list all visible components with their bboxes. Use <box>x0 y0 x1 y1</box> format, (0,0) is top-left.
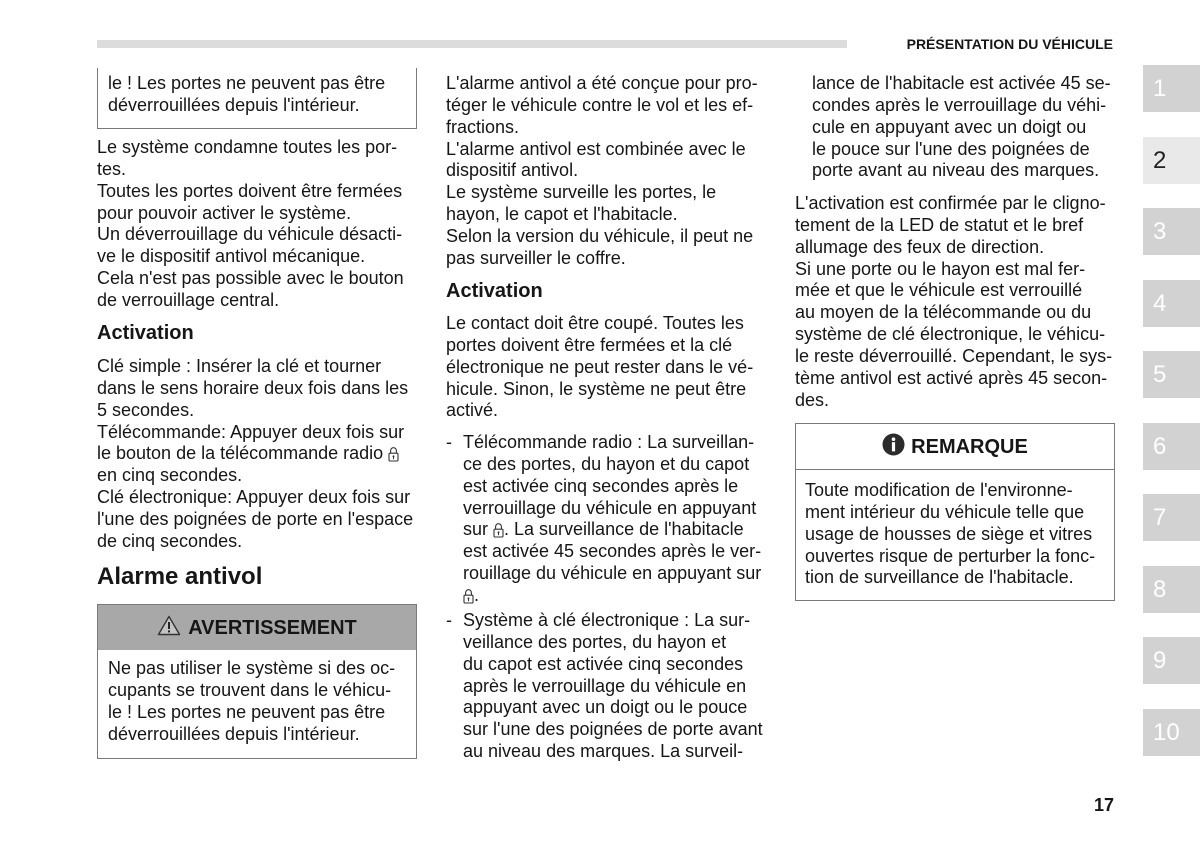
text-line <box>446 73 766 95</box>
text-run: Le système surveille les portes, le <box>446 182 717 203</box>
text-line <box>97 290 417 312</box>
text-line <box>805 524 1105 546</box>
text-run: ce des portes, du hayon et du capot <box>463 453 750 474</box>
text-run: système de clé électronique, le véhicu- <box>795 324 1106 345</box>
text-line <box>97 159 417 181</box>
text-run: du capot est activée cinq secondes <box>463 653 744 674</box>
text-line <box>97 487 417 509</box>
warning-triangle-icon <box>157 615 181 641</box>
text-run: porte avant au niveau des marques. <box>812 160 1100 181</box>
list-item <box>446 432 766 607</box>
chapter-tab-4[interactable]: 4 <box>1143 280 1200 327</box>
text-line <box>463 697 763 719</box>
text-line <box>805 567 1105 589</box>
text-run: des. <box>795 389 830 410</box>
text-run: hicule. Sinon, le système ne peut être <box>446 378 747 399</box>
text-run: Clé simple : Insérer la clé et tourner <box>97 356 382 376</box>
text-run: rouillage du véhicule en appuyant sur <box>463 563 762 584</box>
text-line <box>463 541 761 563</box>
text-line <box>97 356 417 378</box>
text-run: veillance des portes, du hayon et <box>463 631 727 652</box>
text-run: ment intérieur du véhicule telle que <box>805 501 1085 522</box>
text-run: Toute modification de l'environne- <box>805 480 1073 500</box>
text-line <box>812 95 1132 117</box>
text-line <box>795 237 1115 259</box>
text-line <box>108 680 406 702</box>
text-line <box>463 498 761 520</box>
warning-box-header <box>98 605 416 650</box>
text-line <box>805 502 1105 524</box>
remark-box <box>795 423 1115 601</box>
text-run: au moyen de la télécommande ou du <box>795 302 1092 323</box>
text-line <box>446 226 766 248</box>
text-line <box>97 378 417 400</box>
page-number: 17 <box>1093 795 1114 815</box>
text-line <box>108 724 406 746</box>
remark-box-title: REMARQUE <box>911 435 1028 458</box>
right-confirmation-paragraph <box>795 193 1115 411</box>
right-continued-paragraph <box>795 73 1132 182</box>
text-line <box>795 259 1115 281</box>
chapter-tab-7[interactable]: 7 <box>1143 494 1200 541</box>
text-run: L'alarme antivol est combinée avec le <box>446 138 746 159</box>
text-run: . La surveillance de l'habitacle <box>504 519 744 540</box>
text-run: Télécommande: Appuyer deux fois sur <box>97 421 405 442</box>
text-line <box>795 280 1115 302</box>
text-line <box>446 248 766 270</box>
activation-heading-left: Activation <box>97 322 194 344</box>
text-run: Selon la version du véhicule, il peut ne <box>446 225 754 246</box>
text-run: est activée 45 secondes après le ver- <box>463 541 762 562</box>
text-run: pas surveiller le coffre. <box>446 247 626 268</box>
text-line <box>97 422 417 444</box>
chapter-tabs <box>1143 65 1200 756</box>
text-run: après le verrouillage du véhicule en <box>463 675 747 696</box>
text-line <box>446 400 766 422</box>
text-line <box>795 324 1115 346</box>
text-run: Ne pas utiliser le système si des oc- <box>108 658 396 678</box>
text-line <box>446 335 766 357</box>
text-line <box>97 246 417 268</box>
text-line <box>97 224 417 246</box>
text-run: Un déverrouillage du véhicule désacti- <box>97 224 403 245</box>
text-run: lance de l'habitacle est activée 45 se- <box>812 73 1111 93</box>
remark-box-body <box>796 470 1114 589</box>
text-run: . <box>474 584 480 605</box>
text-run: Télécommande radio : La surveillan- <box>463 432 755 452</box>
remark-box-header <box>796 424 1114 470</box>
text-run: le ! Les portes ne peuvent pas être <box>108 73 386 93</box>
alarm-heading: Alarme antivol <box>97 563 263 590</box>
list-item-text <box>463 610 763 763</box>
text-line <box>463 610 763 632</box>
text-run: sur l'une des poignées de porte avant <box>463 719 763 740</box>
text-run: activé. <box>446 400 499 421</box>
text-line <box>446 204 766 226</box>
text-run: Clé électronique: Appuyer deux fois sur <box>97 487 411 508</box>
text-run: le pouce sur l'une des poignées de <box>812 138 1090 159</box>
list-marker: - <box>446 610 452 630</box>
chapter-tab-3[interactable]: 3 <box>1143 208 1200 255</box>
chapter-tab-6[interactable]: 6 <box>1143 423 1200 470</box>
text-line <box>795 193 1115 215</box>
list-item <box>446 610 766 763</box>
text-run: Si une porte ou le hayon est mal fer- <box>795 258 1086 279</box>
text-line <box>463 719 763 741</box>
chapter-tab-8[interactable]: 8 <box>1143 566 1200 613</box>
text-line <box>446 160 766 182</box>
text-run: ve le dispositif antivol mécanique. <box>97 246 366 267</box>
text-run: verrouillage du véhicule en appuyant <box>463 497 757 518</box>
text-run: hayon, le capot et l'habitacle. <box>446 204 678 225</box>
text-run: tement de la LED de statut et le bref <box>795 214 1084 235</box>
text-run: est activée cinq secondes après le <box>463 475 739 496</box>
lock-icon <box>493 522 504 538</box>
text-line <box>446 139 766 161</box>
text-run: au niveau des marques. La surveil- <box>463 741 744 762</box>
text-line <box>463 432 761 454</box>
text-run: 5 secondes. <box>97 399 195 420</box>
text-run: électronique ne peut rester dans le vé- <box>446 356 754 377</box>
section-title: PRÉSENTATION DU VÉHICULE <box>906 36 1113 52</box>
text-run: de verrouillage central. <box>97 289 280 310</box>
text-run: le ! Les portes ne peuvent pas être <box>108 701 386 722</box>
text-line <box>97 400 417 422</box>
text-line <box>108 658 406 680</box>
text-run: mée et que le véhicule est verrouillé <box>795 280 1083 301</box>
text-line <box>97 181 417 203</box>
text-run: l'une des poignées de porte en l'espace <box>97 508 414 529</box>
chapter-tab-2[interactable]: 2 <box>1143 137 1200 184</box>
text-line <box>446 357 766 379</box>
text-line <box>108 95 406 117</box>
text-line <box>463 563 761 585</box>
text-run: tes. <box>97 158 127 179</box>
text-line <box>812 117 1132 139</box>
text-line <box>446 313 766 335</box>
text-line <box>108 702 406 724</box>
header-rule <box>97 40 847 48</box>
text-run: tème antivol est activé après 45 secon- <box>795 367 1108 388</box>
text-line <box>463 476 761 498</box>
text-run: usage de housses de siège et vitres <box>805 523 1093 544</box>
text-line <box>446 117 766 139</box>
text-line <box>446 95 766 117</box>
activation-heading-middle: Activation <box>446 280 543 302</box>
text-line <box>812 160 1132 182</box>
text-run: tion de surveillance de l'habitacle. <box>805 567 1074 588</box>
text-run: cupants se trouvent dans le véhicu- <box>108 679 392 700</box>
list-marker: - <box>446 432 452 452</box>
text-run: L'activation est confirmée par le cligno- <box>795 193 1106 213</box>
list-item-text <box>463 432 761 607</box>
text-run: portes doivent être fermées et la clé <box>446 334 733 355</box>
left-activation-paragraph <box>97 356 417 553</box>
text-line <box>97 268 417 290</box>
text-line <box>446 379 766 401</box>
text-line <box>463 632 763 654</box>
text-line <box>97 443 417 465</box>
text-line <box>795 390 1115 412</box>
text-line <box>795 215 1115 237</box>
text-run: dispositif antivol. <box>446 160 579 181</box>
text-run: ouvertes risque de perturber la fonc- <box>805 545 1096 566</box>
text-run: Le contact doit être coupé. Toutes les <box>446 313 744 333</box>
text-run: de cinq secondes. <box>97 530 243 551</box>
chapter-tab-9[interactable]: 9 <box>1143 637 1200 684</box>
text-line <box>463 519 761 541</box>
text-line <box>97 203 417 225</box>
text-line <box>108 73 406 95</box>
text-run: déverrouillées depuis l'intérieur. <box>108 723 360 744</box>
text-line <box>795 302 1115 324</box>
text-line <box>812 139 1132 161</box>
text-line <box>97 137 417 159</box>
text-line <box>795 346 1115 368</box>
text-run: dans le sens horaire deux fois dans les <box>97 377 409 398</box>
text-line <box>795 368 1115 390</box>
left-intro-paragraph <box>97 137 417 312</box>
text-run: Système à clé électronique : La sur- <box>463 610 751 630</box>
text-run: cule en appuyant avec un doigt ou <box>812 116 1087 137</box>
text-run: le bouton de la télécommande radio <box>97 443 389 464</box>
text-line <box>97 531 417 553</box>
lock-icon <box>388 446 399 462</box>
middle-intro-paragraph <box>446 73 766 270</box>
lock-icon <box>463 588 474 604</box>
warning-box <box>97 604 417 759</box>
text-run: pour pouvoir activer le système. <box>97 202 352 223</box>
text-line <box>812 73 1132 95</box>
text-line <box>97 509 417 531</box>
text-run: en cinq secondes. <box>97 465 243 486</box>
text-run: déverrouillées depuis l'intérieur. <box>108 94 360 115</box>
text-line <box>446 182 766 204</box>
text-line <box>97 465 417 487</box>
text-line <box>463 676 763 698</box>
warning-box-continued <box>97 68 417 129</box>
text-run: allumage des feux de direction. <box>795 236 1045 257</box>
text-run: Le système condamne toutes les por- <box>97 137 398 157</box>
chapter-tab-1[interactable]: 1 <box>1143 65 1200 112</box>
text-run: L'alarme antivol a été conçue pour pro- <box>446 73 758 93</box>
text-run: téger le véhicule contre le vol et les ef- <box>446 94 754 115</box>
text-line <box>463 454 761 476</box>
chapter-tab-5[interactable]: 5 <box>1143 351 1200 398</box>
text-run: Cela n'est pas possible avec le bouton <box>97 268 404 289</box>
chapter-tab-10[interactable]: 10 <box>1143 709 1200 756</box>
info-icon <box>882 433 905 461</box>
warning-box-body <box>98 650 416 745</box>
text-line <box>805 480 1105 502</box>
warning-box-title: AVERTISSEMENT <box>188 616 357 639</box>
text-run: appuyant avec un doigt ou le pouce <box>463 697 748 718</box>
text-line <box>463 585 761 607</box>
text-run: condes après le verrouillage du véhi- <box>812 94 1107 115</box>
text-line <box>463 654 763 676</box>
text-run: fractions. <box>446 116 520 137</box>
text-run: Toutes les portes doivent être fermées <box>97 180 403 201</box>
middle-activation-paragraph <box>446 313 766 422</box>
text-run: sur <box>463 519 494 540</box>
text-line <box>805 546 1105 568</box>
text-line <box>463 741 763 763</box>
text-run: le reste déverrouillé. Cependant, le sys- <box>795 345 1113 366</box>
